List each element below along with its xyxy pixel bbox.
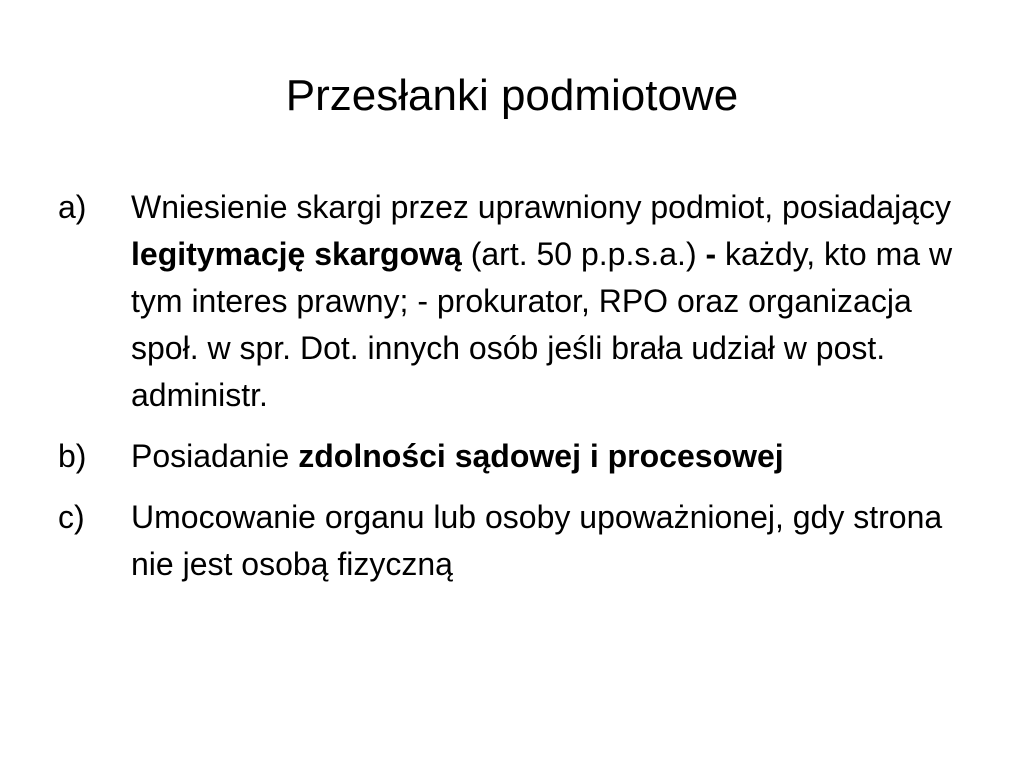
bold-text-run: legitymację skargową	[131, 236, 462, 272]
text-run: Umocowanie organu lub osoby upoważnionej, gdy strona nie jest osobą fizyczną	[131, 499, 943, 582]
list-item-b	[58, 433, 978, 480]
text-run: Wniesienie skargi przez uprawniony podmiot, posiadający	[131, 189, 951, 225]
text-run: Posiadanie	[131, 438, 299, 474]
list-marker: a)	[58, 189, 87, 225]
list-marker: b)	[58, 438, 87, 474]
slide-title: Przesłanki podmiotowe	[285, 71, 739, 121]
list-item-text	[131, 438, 784, 474]
text-run: każdy, kto ma w tym interes prawny; - prokurator, RPO oraz organizacja społ. w spr. Dot. innych osób jeśli brała udział w post. administr.	[131, 236, 953, 413]
bold-text-run: zdolności sądowej i procesowej	[298, 438, 784, 474]
bold-text-run: -	[705, 236, 717, 272]
list-item-text	[131, 189, 952, 413]
bullet-list	[58, 184, 978, 602]
list-marker: c)	[58, 499, 85, 535]
list-item-c	[58, 494, 978, 588]
text-run: (art. 50 p.p.s.a.)	[461, 236, 706, 272]
list-item-text	[131, 499, 942, 582]
list-item-a	[58, 184, 978, 419]
